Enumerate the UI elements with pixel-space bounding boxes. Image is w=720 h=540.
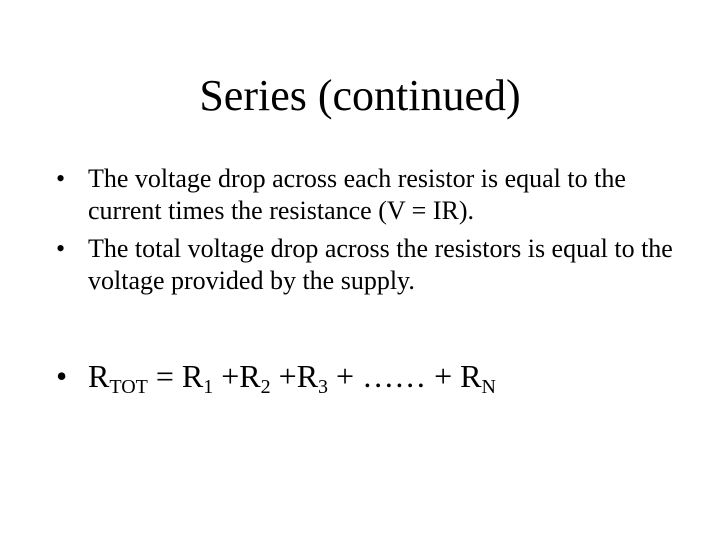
bullet-icon: • <box>56 358 68 394</box>
formula-term-n-subscript: N <box>481 376 496 398</box>
bullet-list <box>56 163 676 303</box>
formula-term-n-base: R <box>460 358 482 394</box>
bullet-text: The voltage drop across each resistor is equal to the current times the resistance (V = IR). <box>88 164 626 225</box>
bullet-icon: • <box>56 164 66 193</box>
resistance-formula <box>56 356 708 396</box>
bullet-icon: • <box>56 234 66 263</box>
formula-plus-2: + <box>270 358 297 394</box>
formula-term-1-base: R <box>181 358 204 394</box>
formula-term-3-base: R <box>296 358 319 394</box>
bullet-item-voltage-drop <box>56 163 676 227</box>
formula-lhs-base: R <box>88 358 110 394</box>
formula-term-3-subscript: 3 <box>318 376 329 398</box>
formula-term-2-subscript: 2 <box>260 376 271 398</box>
formula-lhs-subscript: TOT <box>109 376 148 398</box>
slide-title: Series (continued) <box>199 71 521 120</box>
formula-term-2-base: R <box>239 358 261 394</box>
formula-equals: = <box>147 358 182 394</box>
bullet-item-total-voltage <box>56 233 676 297</box>
formula-ellipsis: + …… + <box>328 358 461 394</box>
bullet-text: The total voltage drop across the resistors is equal to the voltage provided by the supply. <box>88 234 673 295</box>
formula-plus-1: + <box>213 358 240 394</box>
formula-term-1-subscript: 1 <box>203 376 214 398</box>
